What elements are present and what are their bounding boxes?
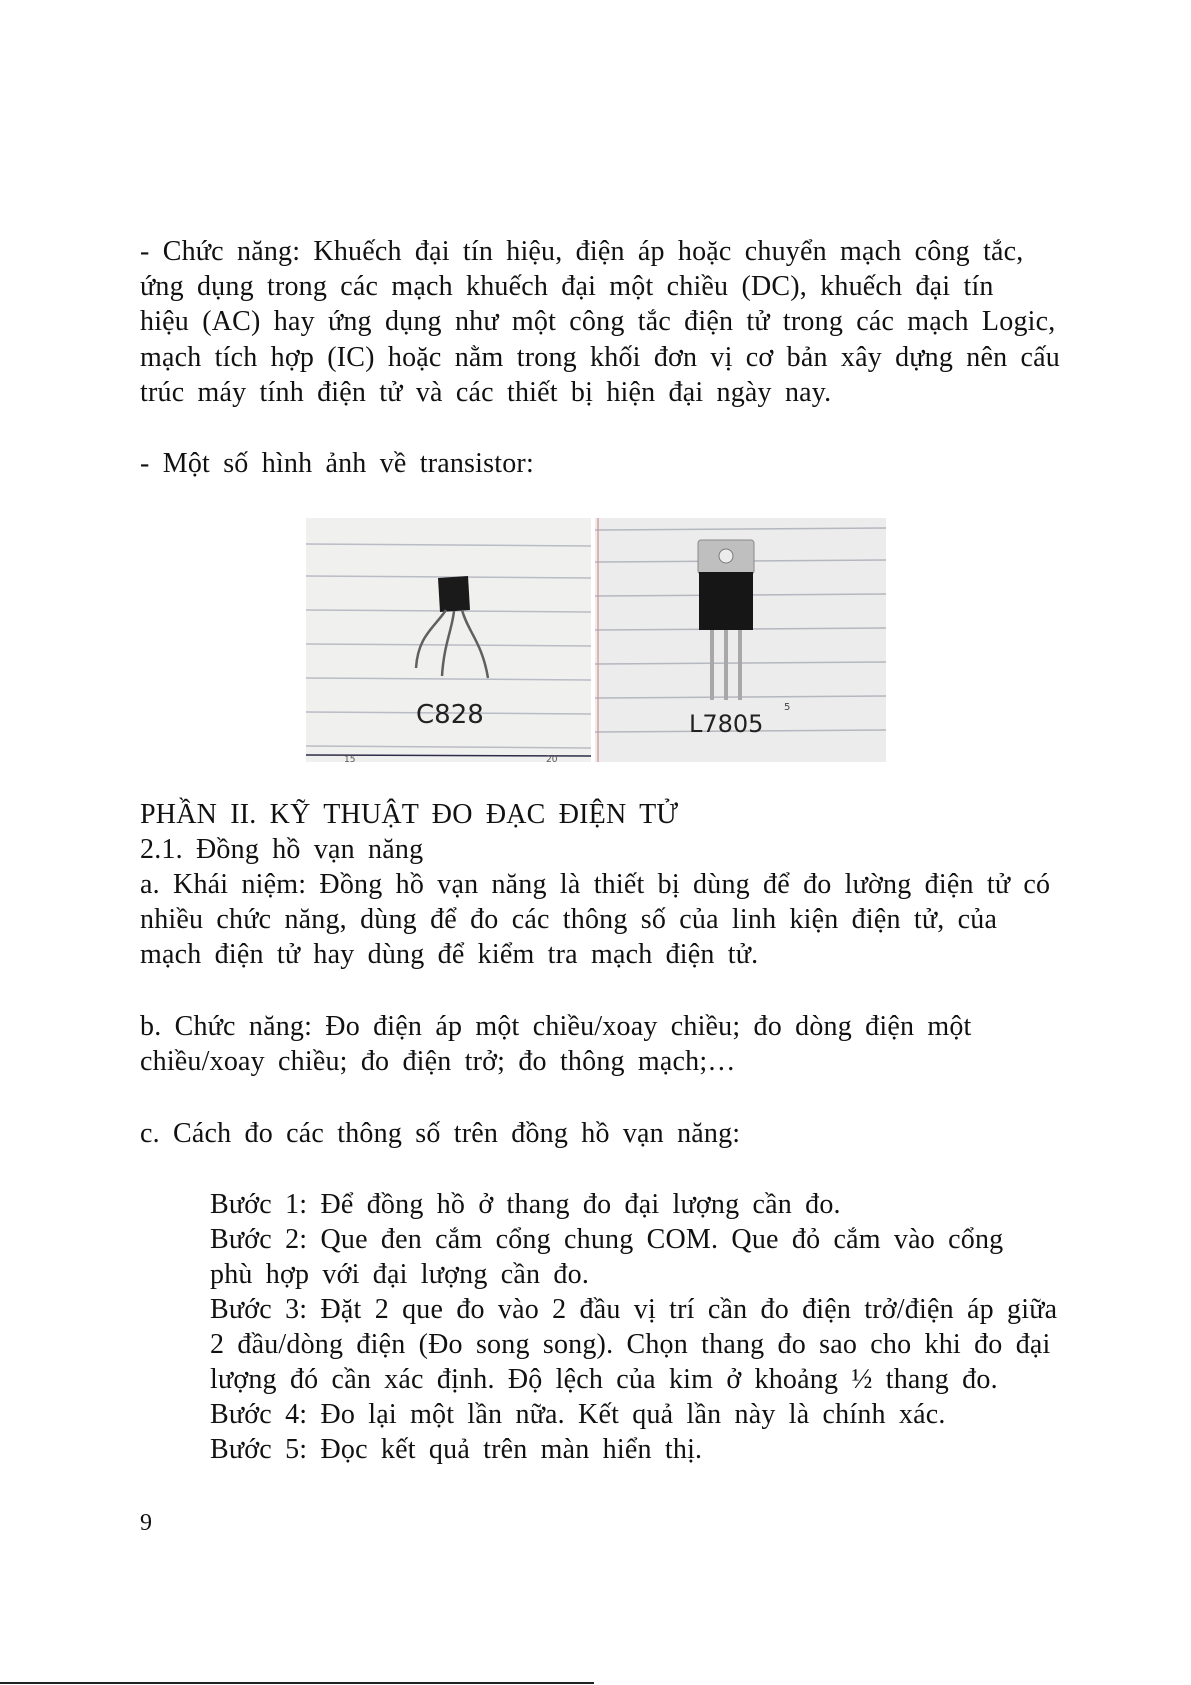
concept-line-2: nhiều chức năng, dùng để đo các thông số của linh kiện điện tử, của bbox=[140, 904, 998, 935]
functions-b-line-2: chiều/xoay chiều; đo điện trở; đo thông mạch;… bbox=[140, 1046, 736, 1077]
section-title: PHẦN II. KỸ THUẬT ĐO ĐẠC ĐIỆN TỬ bbox=[140, 799, 679, 830]
images-intro: - Một số hình ảnh về transistor: bbox=[140, 448, 534, 479]
ruler-mark-20: 20 bbox=[546, 755, 558, 762]
page-number: 9 bbox=[140, 1510, 152, 1536]
footer-rule bbox=[0, 1682, 594, 1684]
ruler-mark-5: 5 bbox=[784, 702, 791, 713]
step-line-6: lượng đó cần xác định. Độ lệch của kim ở khoảng ½ thang đo. bbox=[210, 1364, 998, 1395]
label-l7805: L7805 bbox=[689, 710, 764, 738]
functions-line-3: hiệu (AC) hay ứng dụng như một công tắc điện tử trong các mạch Logic, bbox=[140, 306, 1056, 337]
label-c828: C828 bbox=[416, 700, 484, 730]
functions-line-4: mạch tích hợp (IC) hoặc nằm trong khối đơn vị cơ bản xây dựng nên cấu bbox=[140, 342, 1060, 373]
step-line-3: phù hợp với đại lượng cần đo. bbox=[210, 1259, 590, 1290]
step-line-2: Bước 2: Que đen cắm cổng chung COM. Que đỏ cắm vào cổng bbox=[210, 1224, 1004, 1255]
ruler-mark-15: 15 bbox=[344, 755, 356, 762]
transistor-photo-drawing bbox=[306, 518, 886, 762]
transistor-photo bbox=[306, 518, 886, 762]
step-line-4: Bước 3: Đặt 2 que đo vào 2 đầu vị trí cần đo điện trở/điện áp giữa bbox=[210, 1294, 1058, 1325]
step-line-7: Bước 4: Đo lại một lần nữa. Kết quả lần này là chính xác. bbox=[210, 1399, 946, 1430]
step-line-8: Bước 5: Đọc kết quả trên màn hiển thị. bbox=[210, 1434, 703, 1465]
concept-line-1: a. Khái niệm: Đồng hồ vạn năng là thiết bị dùng để đo lường điện tử có bbox=[140, 869, 1051, 900]
step-line-1: Bước 1: Để đồng hồ ở thang đo đại lượng cần đo. bbox=[210, 1189, 841, 1220]
subsection-title: 2.1. Đồng hồ vạn năng bbox=[140, 834, 424, 865]
concept-line-3: mạch điện tử hay dùng để kiểm tra mạch điện tử. bbox=[140, 939, 759, 970]
functions-b-line-1: b. Chức năng: Đo điện áp một chiều/xoay chiều; đo dòng điện một bbox=[140, 1011, 972, 1042]
method-title: c. Cách đo các thông số trên đồng hồ vạn năng: bbox=[140, 1118, 741, 1149]
step-line-5: 2 đầu/dòng điện (Đo song song). Chọn thang đo sao cho khi đo đại bbox=[210, 1329, 1051, 1360]
functions-line-2: ứng dụng trong các mạch khuếch đại một chiều (DC), khuếch đại tín bbox=[140, 271, 994, 302]
functions-line-5: trúc máy tính điện tử và các thiết bị hiện đại ngày nay. bbox=[140, 377, 832, 408]
functions-line-1: - Chức năng: Khuếch đại tín hiệu, điện áp hoặc chuyển mạch công tắc, bbox=[140, 236, 1024, 267]
